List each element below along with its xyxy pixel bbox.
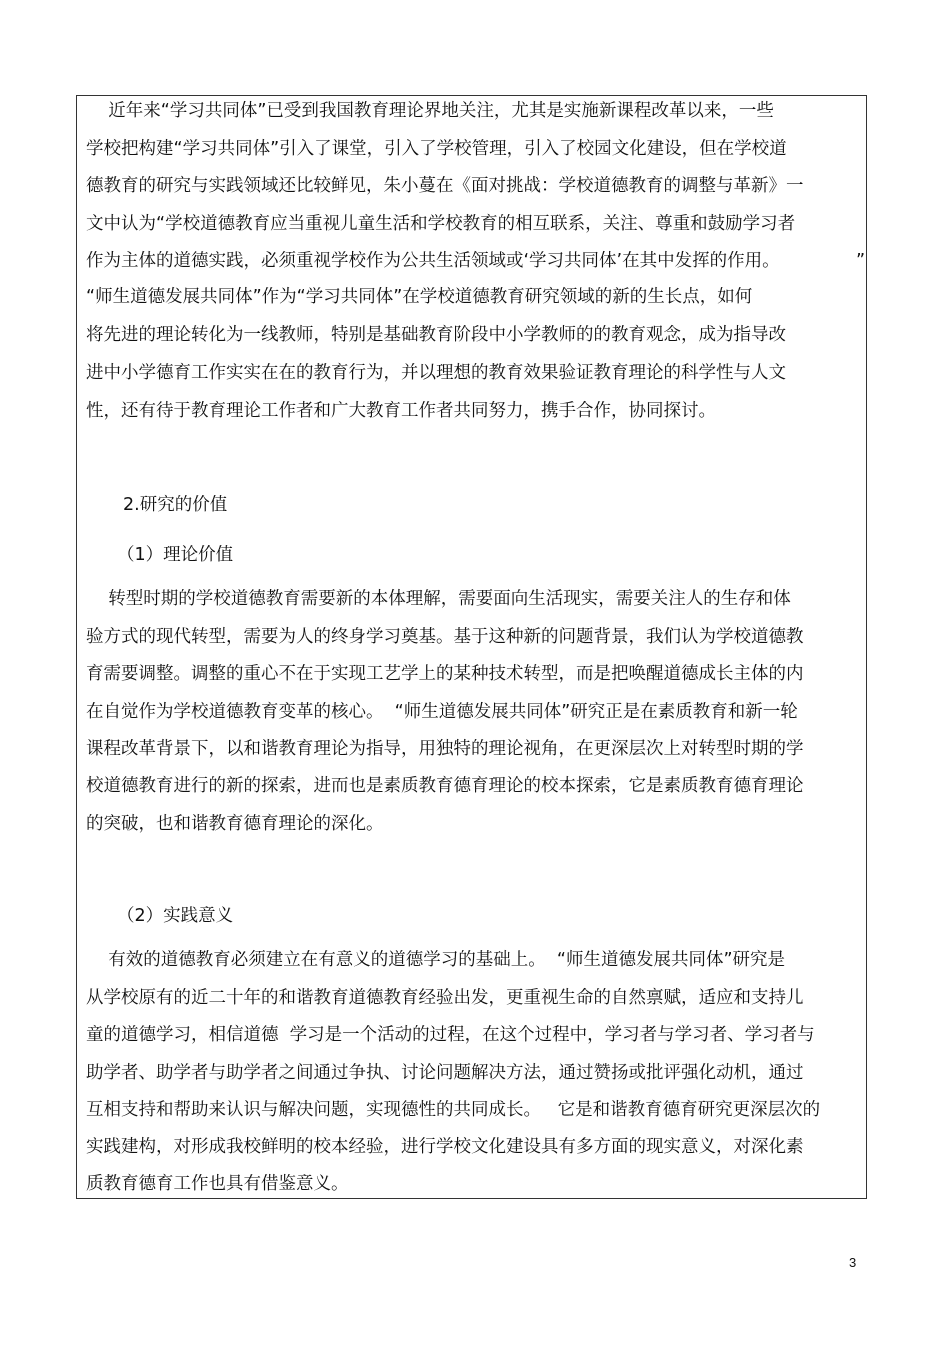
paragraph-line: 性，还有待于教育理论工作者和广大教育工作者共同努力，携手合作，协同探讨。 <box>86 401 716 421</box>
paragraph-line: 在自觉作为学校道德教育变革的核心。 “师生道德发展共同体”研究正是在素质教育和新一轮 <box>86 702 798 722</box>
paragraph-line: 转型时期的学校道德教育需要新的本体理解，需要面向生活现实，需要关注人的生存和体 <box>86 589 791 609</box>
paragraph-line: 文中认为“学校道德教育应当重视儿童生活和学校教育的相互联系，关注、尊重和鼓励学习者 <box>86 214 796 234</box>
paragraph-line: 有效的道德教育必须建立在有意义的道德学习的基础上。 “师生道德发展共同体”研究是 <box>86 950 786 970</box>
section-heading-value: 2.研究的价值 <box>123 495 228 515</box>
paragraph-line: 育需要调整。调整的重心不在于实现工艺学上的某种技术转型，而是把唤醒道德成长主体的内 <box>86 664 804 684</box>
paragraph-line: 德教育的研究与实践领域还比较鲜见，朱小蔓在《面对挑战：学校道德教育的调整与革新》一 <box>86 176 804 196</box>
paragraph-line: 课程改革背景下，以和谐教育理论为指导，用独特的理论视角，在更深层次上对转型时期的学 <box>86 739 804 759</box>
paragraph-line: 从学校原有的近二十年的和谐教育道德教育经验出发，更重视生命的自然禀赋，适应和支持儿 <box>86 988 804 1008</box>
paragraph-line: 作为主体的道德实践，必须重视学校作为公共生活领域或‘学习共同体’在其中发挥的作用。 <box>86 251 780 271</box>
paragraph-line: “师生道德发展共同体”作为“学习共同体”在学校道德教育研究领域的新的生长点，如何 <box>86 287 753 307</box>
subheading-theory: （1）理论价值 <box>117 545 234 565</box>
paragraph-line: 互相支持和帮助来认识与解决问题，实现德性的共同成长。 它是和谐教育德育研究更深层次的 <box>86 1100 821 1120</box>
paragraph-line: 学校把构建“学习共同体”引入了课堂，引入了学校管理，引入了校园文化建设，但在学校道 <box>86 139 787 159</box>
paragraph-line: 进中小学德育工作实实在在的教育行为，并以理想的教育效果验证教育理论的科学性与人文 <box>86 363 786 383</box>
paragraph-line: 童的道德学习，相信道德 学习是一个活动的过程，在这个过程中，学习者与学习者、学习者与 <box>86 1025 815 1045</box>
paragraph-line: 校道德教育进行的新的探索，进而也是素质教育德育理论的校本探索，它是素质教育德育理论 <box>86 776 804 796</box>
subheading-practice: （2）实践意义 <box>117 906 234 926</box>
paragraph-line: 助学者、助学者与助学者之间通过争执、讨论问题解决方法，通过赞扬或批评强化动机，通过 <box>86 1063 804 1083</box>
paragraph-line: 实践建构，对形成我校鲜明的校本经验，进行学校文化建设具有多方面的现实意义，对深化素 <box>86 1137 804 1157</box>
paragraph-line: 将先进的理论转化为一线教师，特别是基础教育阶段中小学教师的的教育观念，成为指导改 <box>86 325 786 345</box>
paragraph-line: 质教育德育工作也具有借鉴意义。 <box>86 1174 349 1194</box>
paragraph-line: 近年来“学习共同体”已受到我国教育理论界地关注，尤其是实施新课程改革以来，一些 <box>86 101 774 121</box>
paragraph-line: 验方式的现代转型，需要为人的终身学习奠基。基于这种新的问题背景，我们认为学校道德教 <box>86 627 804 647</box>
page-number: 3 <box>849 1255 857 1270</box>
paragraph-line: 的突破，也和谐教育德育理论的深化。 <box>86 814 384 834</box>
stray-quote-mark: ” <box>856 251 866 271</box>
